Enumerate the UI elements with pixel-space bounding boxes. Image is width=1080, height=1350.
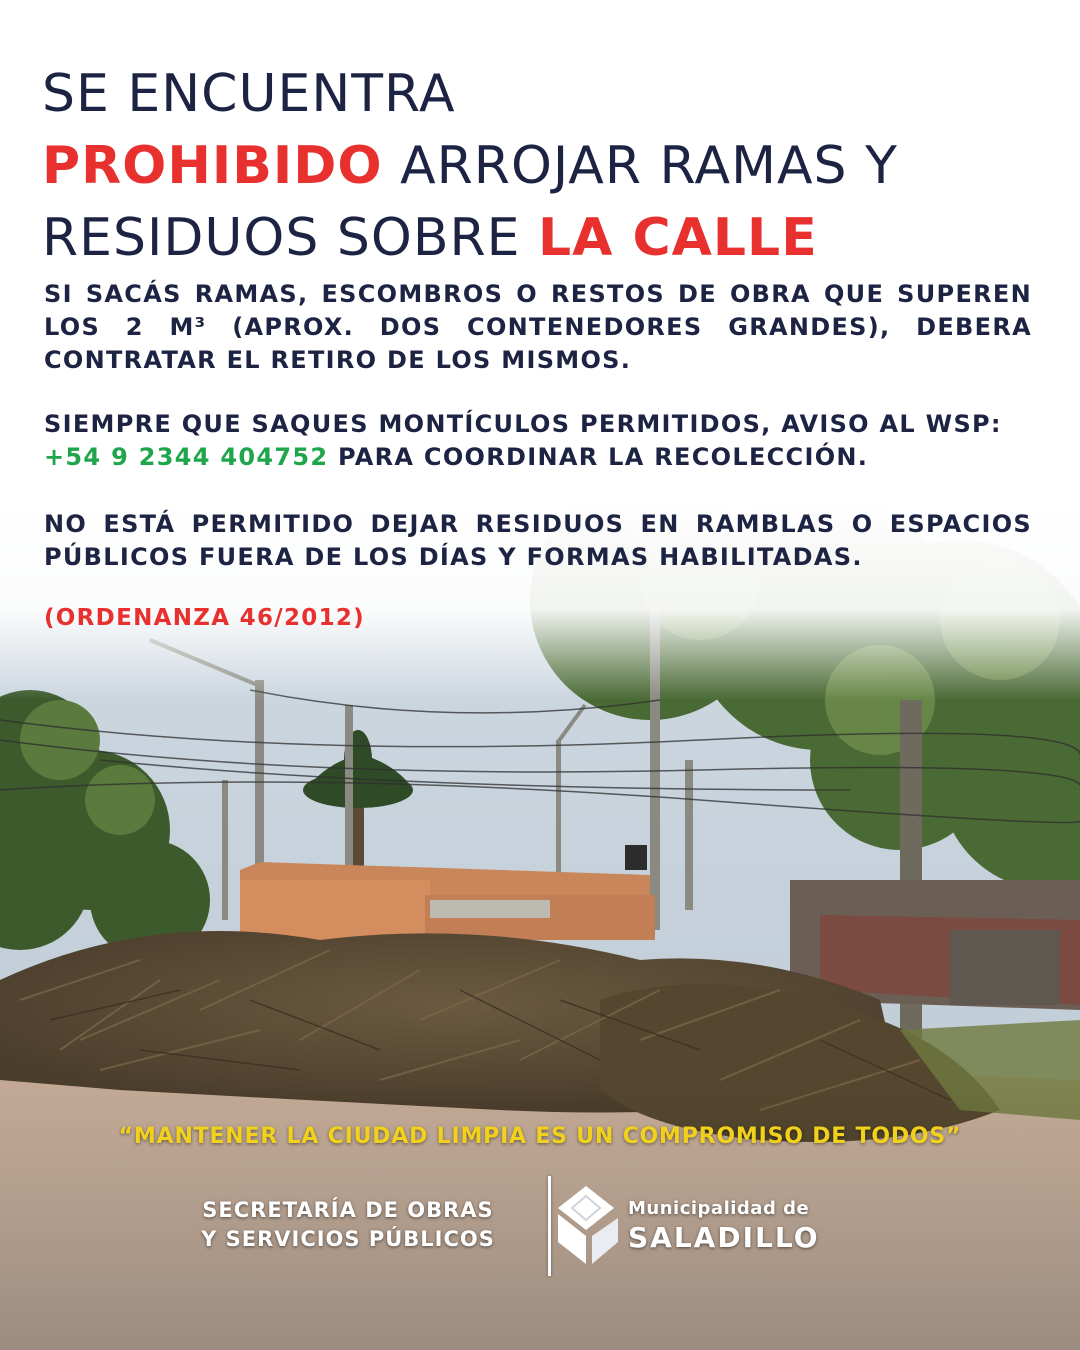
whatsapp-phone-number: +54 9 2344 404752 bbox=[44, 443, 329, 471]
secretaria-line-1: SECRETARÍA DE OBRAS bbox=[202, 1198, 494, 1222]
headline-line-3 bbox=[42, 202, 1042, 274]
municipality-line-1: Municipalidad de bbox=[628, 1198, 810, 1219]
headline-line-2-rest: ARROJAR RAMAS Y bbox=[382, 136, 898, 196]
secretaria-line-2: Y SERVICIOS PÚBLICOS bbox=[201, 1227, 495, 1251]
headline-la-calle: LA CALLE bbox=[538, 208, 818, 268]
secretaria-label bbox=[168, 1196, 528, 1254]
headline bbox=[42, 58, 1042, 274]
paragraph-whatsapp-after: PARA COORDINAR LA RECOLECCIÓN. bbox=[328, 443, 869, 471]
municipality-name bbox=[628, 1198, 820, 1254]
paragraph-branch-limit: SI SACÁS RAMAS, ESCOMBROS O RESTOS DE OBRA QUE SUPEREN LOS 2 M³ (APROX. DOS CONTENEDORES GRANDES), DEBERA CONTRATAR EL RETIRO DE LOS MISMOS. bbox=[44, 280, 1032, 374]
slogan-quote: “MANTENER LA CIUDAD LIMPIA ES UN COMPROMISO DE TODOS” bbox=[118, 1124, 962, 1149]
headline-line-1: SE ENCUENTRA bbox=[42, 64, 456, 124]
headline-prohibido: PROHIBIDO bbox=[42, 136, 383, 196]
paragraph-whatsapp-notice bbox=[44, 408, 1032, 474]
municipality-line-2: SALADILLO bbox=[628, 1221, 820, 1254]
headline-line-2 bbox=[42, 130, 1042, 202]
paragraph-public-spaces: NO ESTÁ PERMITIDO DEJAR RESIDUOS EN RAMBLAS O ESPACIOS PÚBLICOS FUERA DE LOS DÍAS Y FORMAS HABILITADAS. bbox=[44, 510, 1032, 571]
headline-line-3-start: RESIDUOS SOBRE bbox=[42, 208, 539, 268]
saladillo-logo-icon bbox=[556, 1180, 622, 1270]
footer-divider bbox=[548, 1176, 551, 1276]
ordinance-reference: (ORDENANZA 46/2012) bbox=[44, 605, 365, 631]
paragraph-whatsapp-text: SIEMPRE QUE SAQUES MONTÍCULOS PERMITIDOS, AVISO AL WSP: bbox=[44, 410, 1002, 438]
